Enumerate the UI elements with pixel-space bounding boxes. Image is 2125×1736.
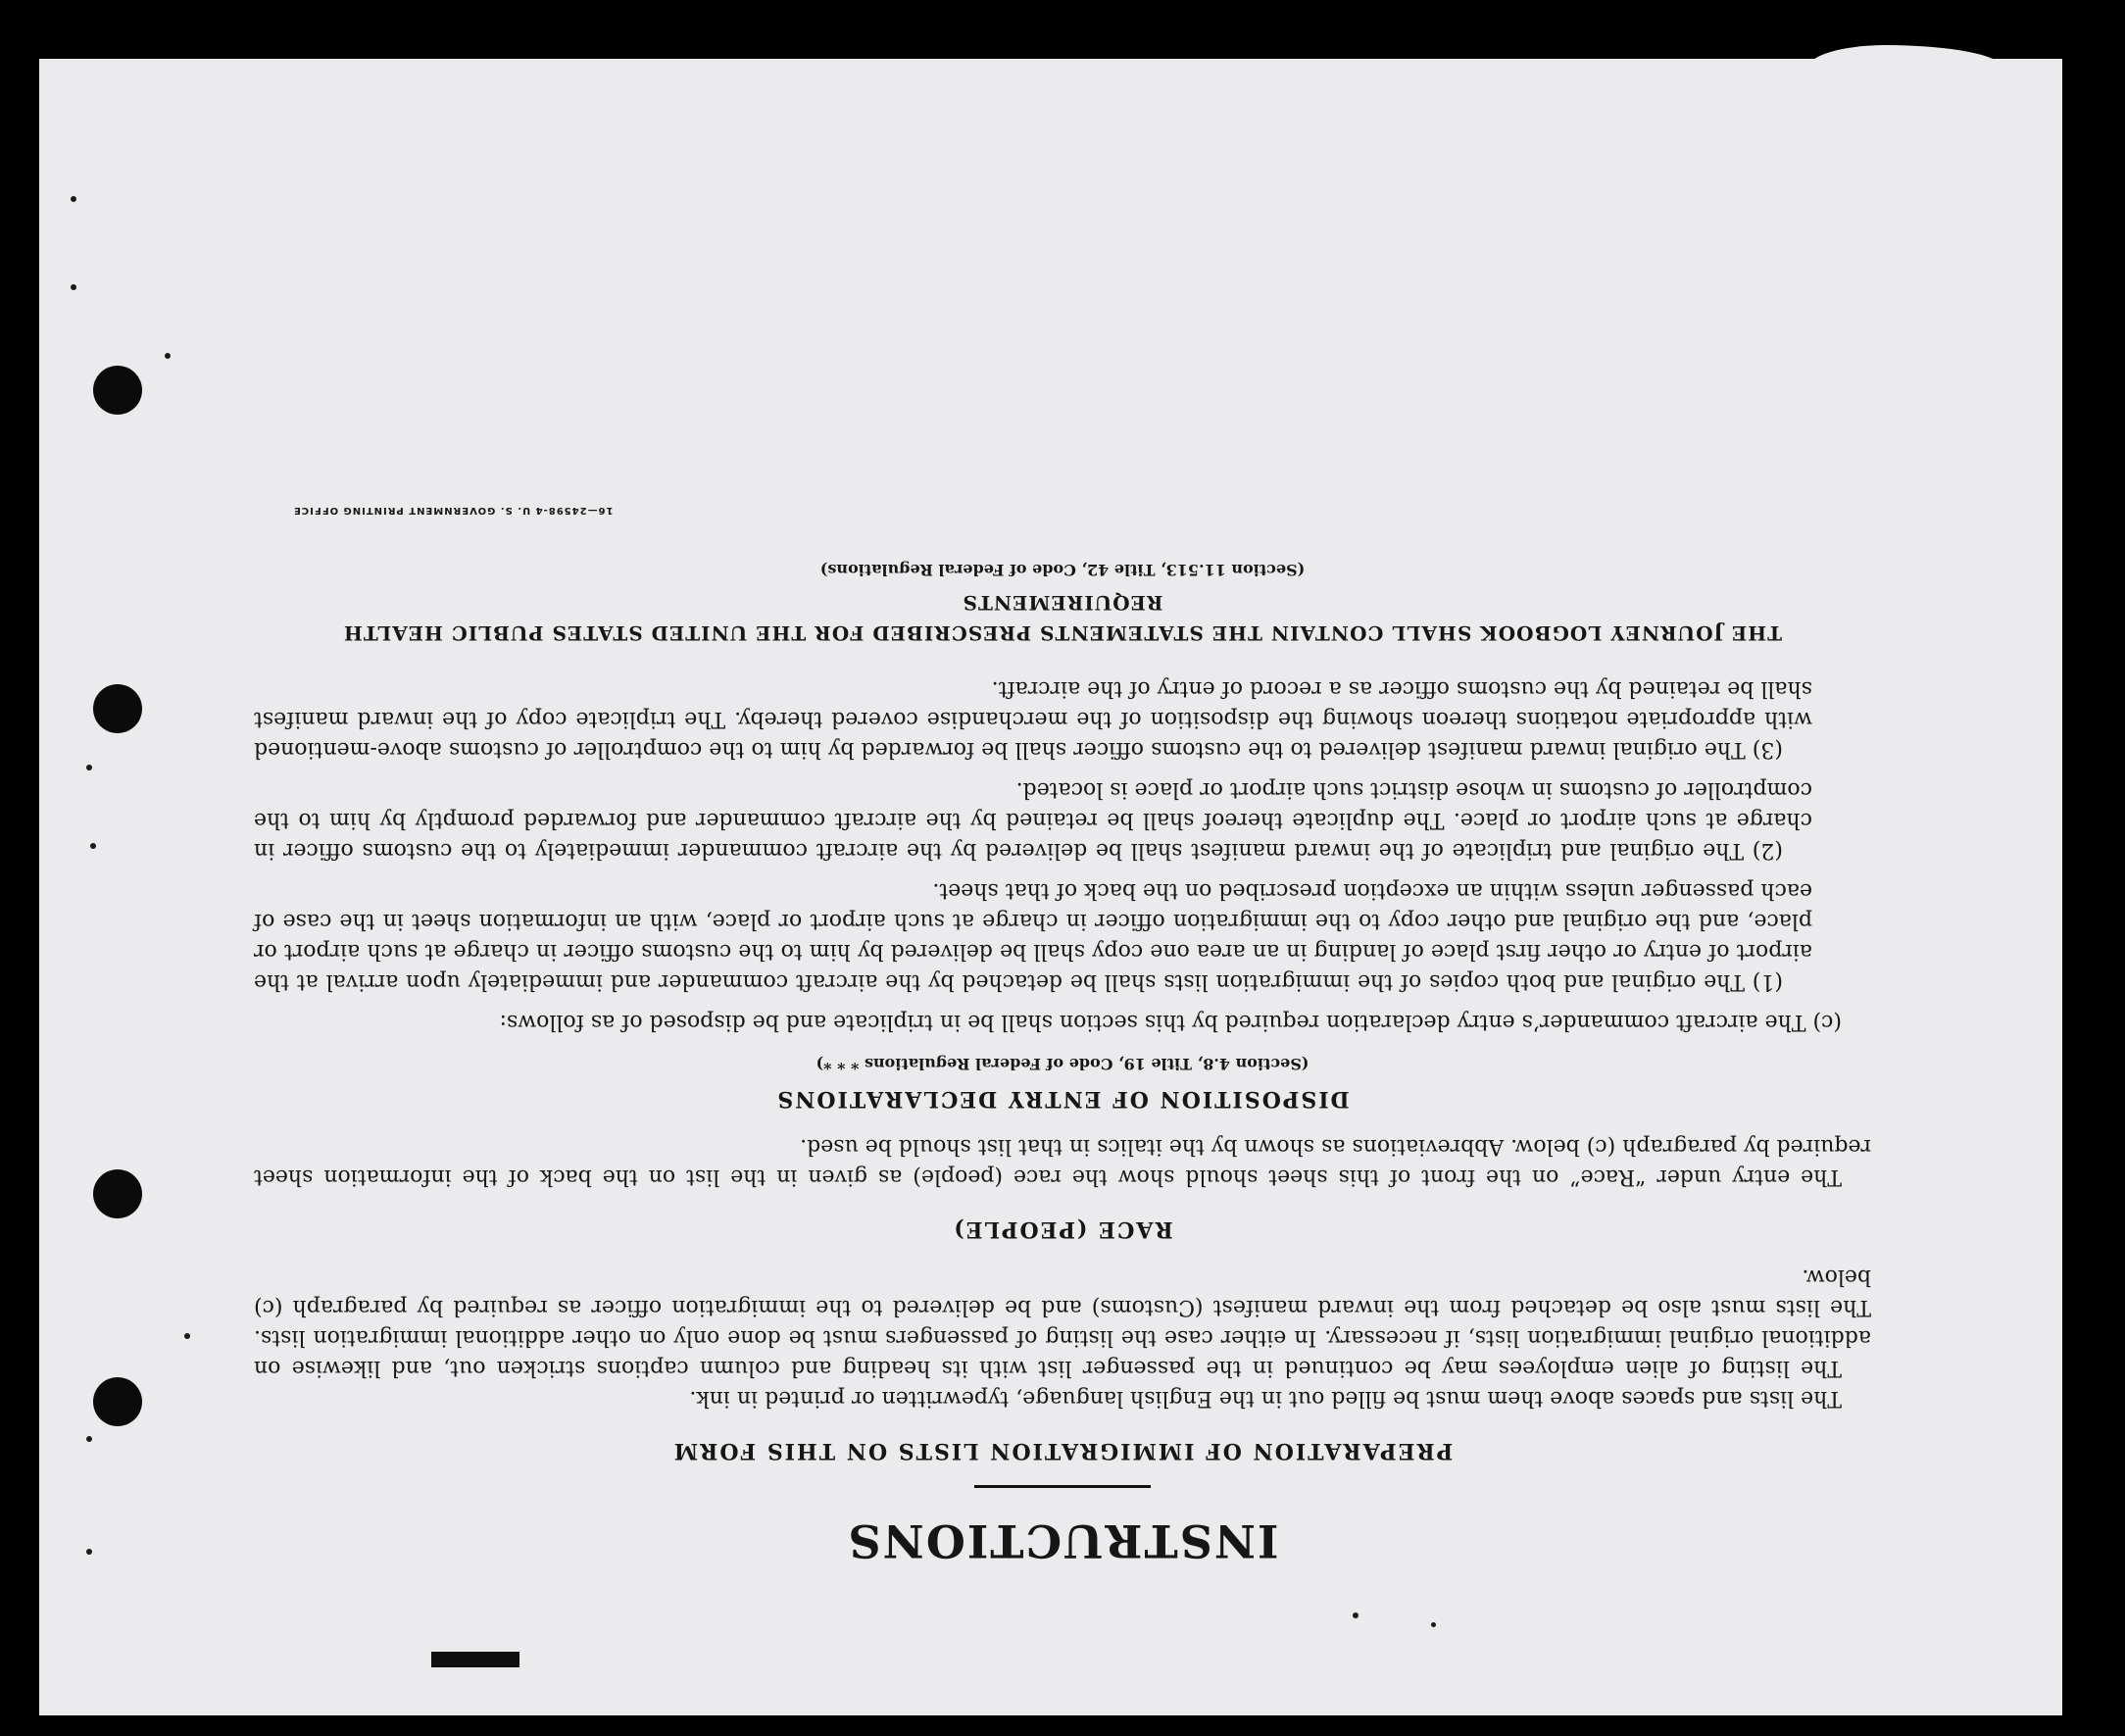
disposition-intro: (c) The aircraft commander’s entry declaration required by this section shall be in triplicate and be disposed of as follows:: [499, 1010, 1842, 1034]
preparation-heading: PREPARATION OF IMMIGRATION LISTS ON THIS FORM: [671, 1438, 1454, 1463]
race-paragraph: The entry under “Race” on the front of this sheet should show the race (people) as given in the list on the back of the information sheet required by paragraph (c) below. Abbreviations as shown by the italics in that list should be used.: [254, 1134, 1871, 1189]
preparation-paragraph-2: The listing of alien employees may be continued in the passenger list with its heading and column captions stricken out, and likewise on additional original immigration lists, if necessary. In either case the listing of passengers must be done only on other additional immigration lists. The lists must also be detached from the inward manifest (Customs) and be delivered to the immigration officer as required by paragraph (c) below.: [254, 1265, 1871, 1380]
logbook-reference: (Section 11.513, Title 42, Code of Federal Regulations): [819, 561, 1306, 579]
disposition-heading: DISPOSITION OF ENTRY DECLARATIONS: [775, 1086, 1350, 1112]
document-sheet: [39, 59, 2062, 1715]
title-rule: [974, 1485, 1151, 1488]
disposition-item-3: (3) The original inward manifest delivered to the customs officer shall be forwarded by him to the comptroller of customs above-mentioned with appropriate notations thereon showing the disposition of the merchandise covered thereby. The triplicate copy of the inward manifest shall be retained by the customs officer as a record of entry of the aircraft.: [254, 676, 1812, 762]
preparation-paragraph-1: The lists and spaces above them must be filled out in the English language, typewritten or printed in ink.: [689, 1386, 1842, 1411]
race-heading: RACE (PEOPLE): [952, 1216, 1173, 1242]
instructions-content: [254, 495, 1871, 1568]
disposition-item-2: (2) The original and triplicate of the inward manifest shall be delivered by the aircraft commander immediately to the customs officer in charge at such airport or place. The duplicate thereof shall be retained by the aircraft commander and forwarded promptly by him to the comptroller of customs in whose district such airport or place is located.: [254, 777, 1812, 863]
disposition-item-1: (1) The original and both copies of the immigration lists shall be detached by the aircraft commander and immediately upon arrival at the airport of entry or other first place of landing in an area one copy shall be delivered by him to the customs officer in charge at such airport or place, and the original and other copy to the immigration officer in charge at such airport or place, with an information sheet in the case of each passenger unless within an exception prescribed on the back of that sheet.: [254, 878, 1812, 994]
printing-office-imprint: 16—24598-4 U. S. GOVERNMENT PRINTING OFFICE: [293, 505, 614, 516]
disposition-reference: (Section 4.8, Title 19, Code of Federal Regulations * * *): [815, 1055, 1310, 1073]
document-title: INSTRUCTIONS: [846, 1514, 1279, 1567]
printed-content-rotated: [39, 59, 2062, 1715]
logbook-heading: THE JOURNEY LOGBOOK SHALL CONTAIN THE STATEMENTS PRESCRIBED FOR THE UNITED STATES PUBLIC HEALTH REQUIREMENTS: [342, 591, 1783, 645]
